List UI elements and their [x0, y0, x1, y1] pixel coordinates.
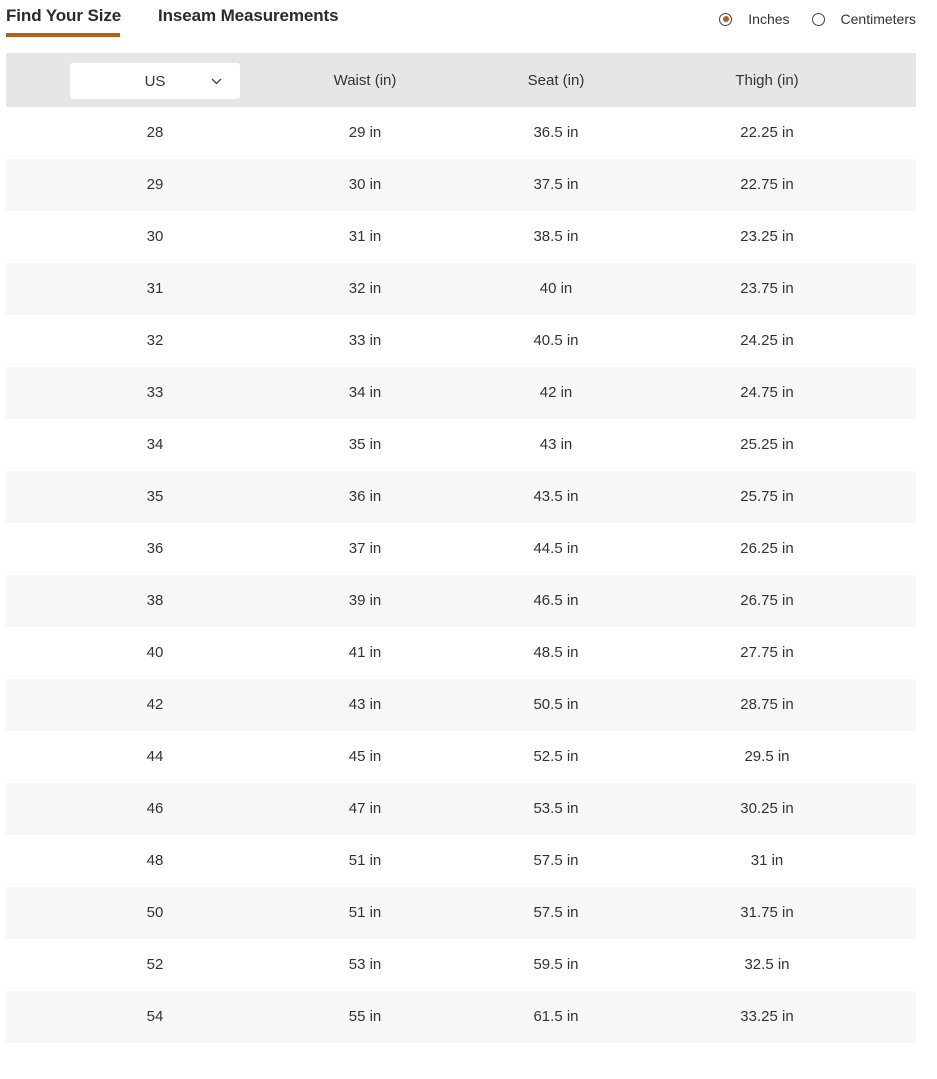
seat-cell: 40 in	[539, 280, 573, 297]
table-row	[6, 107, 916, 159]
seat-cell: 46.5 in	[533, 592, 579, 609]
waist-cell: 36 in	[348, 488, 382, 505]
waist-cell: 53 in	[348, 956, 382, 973]
size-cell: 33	[146, 384, 164, 401]
tab-inseam-measurements[interactable]: Inseam Measurements	[158, 6, 339, 25]
waist-cell: 41 in	[348, 644, 382, 661]
size-cell: 28	[146, 124, 164, 141]
table-row	[6, 419, 916, 471]
size-system-value: US	[144, 73, 166, 90]
size-cell: 34	[146, 436, 164, 453]
seat-cell: 48.5 in	[533, 644, 579, 661]
table-row	[6, 315, 916, 367]
thigh-cell: 26.75 in	[740, 592, 794, 609]
table-row	[6, 939, 916, 991]
size-cell: 40	[146, 644, 164, 661]
size-cell: 35	[146, 488, 164, 505]
thigh-cell: 25.75 in	[740, 488, 794, 505]
table-row	[6, 835, 916, 887]
waist-cell: 51 in	[348, 852, 382, 869]
size-cell: 30	[146, 228, 164, 245]
table-row	[6, 159, 916, 211]
size-cell: 48	[146, 852, 164, 869]
thigh-cell: 23.25 in	[740, 228, 794, 245]
waist-cell: 35 in	[348, 436, 382, 453]
header-thigh: Thigh (in)	[735, 72, 799, 89]
centimeters-label: Centimeters	[840, 11, 916, 27]
thigh-cell: 33.25 in	[740, 1008, 794, 1025]
seat-cell: 40.5 in	[533, 332, 579, 349]
unit-option-centimeters[interactable]	[812, 11, 916, 27]
thigh-cell: 31 in	[750, 852, 784, 869]
waist-cell: 33 in	[348, 332, 382, 349]
waist-cell: 51 in	[348, 904, 382, 921]
size-cell: 52	[146, 956, 164, 973]
seat-cell: 50.5 in	[533, 696, 579, 713]
seat-cell: 57.5 in	[533, 852, 579, 869]
table-row	[6, 575, 916, 627]
thigh-cell: 24.75 in	[740, 384, 794, 401]
header-seat: Seat (in)	[527, 72, 585, 89]
seat-cell: 38.5 in	[533, 228, 579, 245]
table-row	[6, 523, 916, 575]
size-cell: 38	[146, 592, 164, 609]
size-guide-toolbar	[0, 0, 937, 40]
thigh-cell: 29.5 in	[744, 748, 790, 765]
table-row	[6, 783, 916, 835]
waist-cell: 39 in	[348, 592, 382, 609]
table-row	[6, 679, 916, 731]
waist-cell: 47 in	[348, 800, 382, 817]
waist-cell: 34 in	[348, 384, 382, 401]
inches-radio[interactable]	[719, 13, 732, 26]
size-cell: 36	[146, 540, 164, 557]
size-system-select[interactable]	[70, 63, 240, 99]
unit-toggle	[719, 11, 916, 27]
table-row	[6, 731, 916, 783]
waist-cell: 30 in	[348, 176, 382, 193]
chevron-down-icon	[211, 78, 222, 85]
table-row	[6, 887, 916, 939]
table-header	[6, 53, 916, 107]
waist-cell: 32 in	[348, 280, 382, 297]
inches-label: Inches	[748, 11, 790, 27]
thigh-cell: 27.75 in	[740, 644, 794, 661]
seat-cell: 43 in	[539, 436, 573, 453]
thigh-cell: 28.75 in	[740, 696, 794, 713]
table-body	[6, 107, 916, 1043]
size-cell: 31	[146, 280, 164, 297]
table-row	[6, 211, 916, 263]
size-cell: 42	[146, 696, 164, 713]
thigh-cell: 23.75 in	[740, 280, 794, 297]
waist-cell: 55 in	[348, 1008, 382, 1025]
table-row	[6, 367, 916, 419]
size-cell: 44	[146, 748, 164, 765]
table-row	[6, 627, 916, 679]
unit-option-inches[interactable]	[719, 11, 789, 27]
waist-cell: 45 in	[348, 748, 382, 765]
waist-cell: 29 in	[348, 124, 382, 141]
thigh-cell: 22.75 in	[740, 176, 794, 193]
seat-cell: 52.5 in	[533, 748, 579, 765]
table-row	[6, 263, 916, 315]
size-cell: 46	[146, 800, 164, 817]
thigh-cell: 25.25 in	[740, 436, 794, 453]
seat-cell: 59.5 in	[533, 956, 579, 973]
waist-cell: 31 in	[348, 228, 382, 245]
waist-cell: 43 in	[348, 696, 382, 713]
seat-cell: 43.5 in	[533, 488, 579, 505]
size-cell: 32	[146, 332, 164, 349]
size-cell: 50	[146, 904, 164, 921]
seat-cell: 44.5 in	[533, 540, 579, 557]
seat-cell: 37.5 in	[533, 176, 579, 193]
thigh-cell: 31.75 in	[740, 904, 794, 921]
seat-cell: 57.5 in	[533, 904, 579, 921]
tab-find-your-size[interactable]: Find Your Size	[6, 6, 120, 37]
table-row	[6, 991, 916, 1043]
waist-cell: 37 in	[348, 540, 382, 557]
seat-cell: 42 in	[539, 384, 573, 401]
header-waist: Waist (in)	[333, 72, 397, 89]
thigh-cell: 26.25 in	[740, 540, 794, 557]
seat-cell: 36.5 in	[533, 124, 579, 141]
thigh-cell: 30.25 in	[740, 800, 794, 817]
thigh-cell: 32.5 in	[744, 956, 790, 973]
seat-cell: 61.5 in	[533, 1008, 579, 1025]
thigh-cell: 22.25 in	[740, 124, 794, 141]
seat-cell: 53.5 in	[533, 800, 579, 817]
thigh-cell: 24.25 in	[740, 332, 794, 349]
size-cell: 54	[146, 1008, 164, 1025]
table-row	[6, 471, 916, 523]
size-cell: 29	[146, 176, 164, 193]
centimeters-radio[interactable]	[812, 13, 825, 26]
size-chart-table	[6, 53, 916, 1043]
